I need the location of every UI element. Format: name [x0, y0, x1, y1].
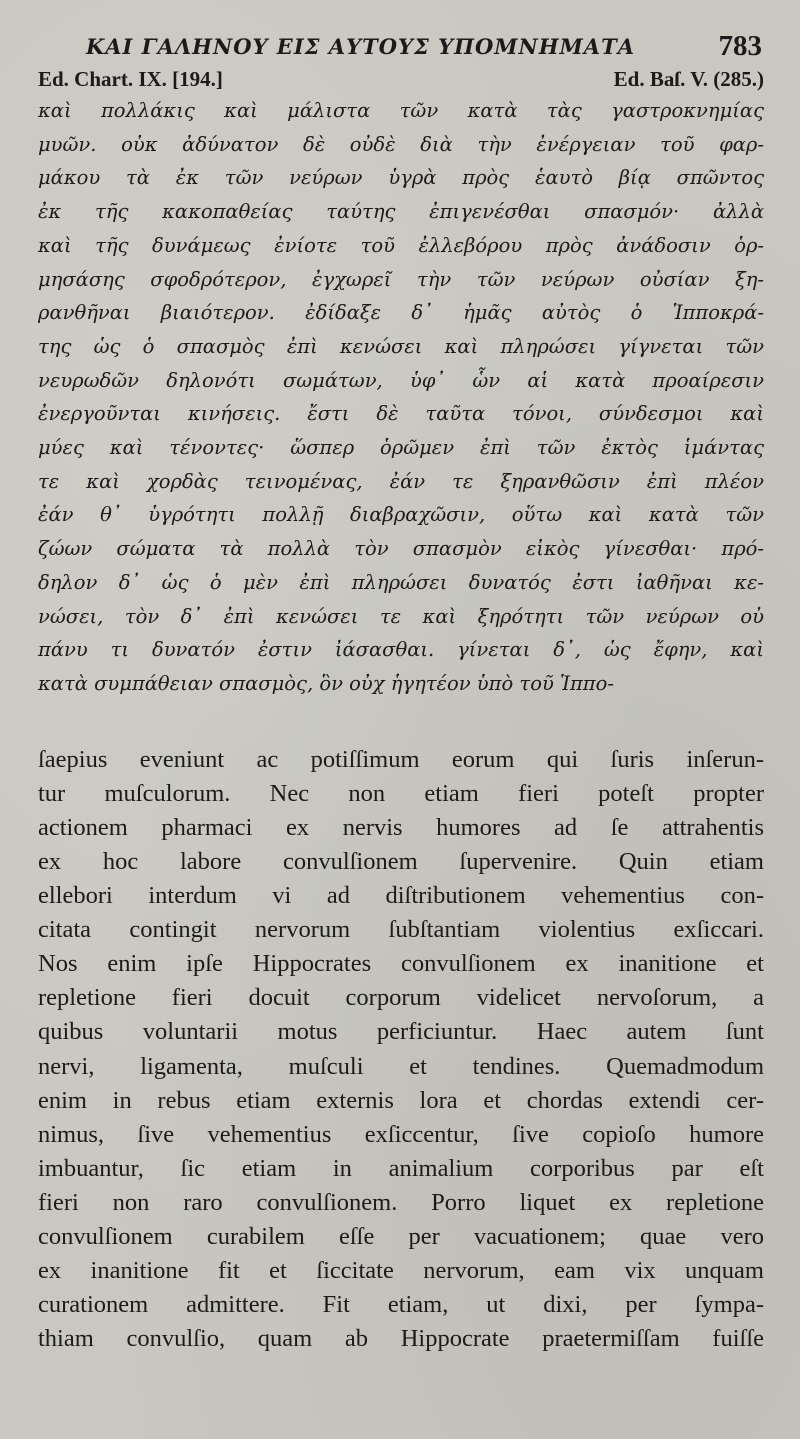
greek-text-line: της ὡς ὁ σπασμὸς ἐπὶ κενώσει καὶ πληρώσει γίγνεται τῶν: [38, 334, 764, 358]
latin-text-line: ex hoc labore convulſionem ſupervenire. Quin etiam: [38, 847, 764, 875]
latin-text-line: curationem admittere. Fit etiam, ut dixi, per ſympa-: [38, 1291, 764, 1319]
latin-text-line: repletione fieri docuit corporum videlicet nervoſorum, a: [38, 984, 764, 1012]
latin-text-line: nervi, ligamenta, muſculi et tendines. Quemadmodum: [38, 1052, 764, 1080]
edition-reference-line: [38, 66, 764, 92]
section-gap: [38, 701, 764, 743]
greek-text-line: μησάσης σφοδρότερον, ἐγχωρεῖ τὴν τῶν νεύρων οὐσίαν ξη-: [38, 267, 764, 291]
latin-text-line: Nos enim ipſe Hippocrates convulſionem ex inanitione et: [38, 950, 764, 978]
latin-text-line: ſaepius eveniunt ac potiſſimum eorum qui ſuris inſerun-: [38, 745, 764, 773]
latin-text-line: convulſionem curabilem eſſe per vacuationem; quae vero: [38, 1222, 764, 1250]
greek-text-line: πάνυ τι δυνατόν ἐστιν ἰάσασθαι. γίνεται δ᾽, ὡς ἔφην, καὶ: [38, 638, 764, 662]
latin-text-line: enim in rebus etiam externis lora et chordas extendi cer-: [38, 1086, 764, 1114]
latin-text-line: tur muſculorum. Nec non etiam fieri poteſt propter: [38, 779, 764, 807]
greek-text-block: [38, 94, 764, 701]
latin-text-line: citata contingit nervorum ſubſtantiam violentius exſiccari.: [38, 916, 764, 944]
greek-text-line: καὶ πολλάκις καὶ μάλιστα τῶν κατὰ τὰς γαστροκνημίας: [38, 99, 764, 122]
edition-chart-reference: Ed. Chart. IX. [194.]: [38, 67, 223, 91]
latin-text-line: thiam convulſio, quam ab Hippocrate praetermiſſam fuiſſe: [38, 1325, 764, 1353]
greek-text-line: κατὰ συμπάθειαν σπασμὸς, ὃν οὐχ ἡγητέον ὑπὸ τοῦ Ἱππο-: [38, 671, 614, 695]
greek-text-line: νευρωδῶν δηλονότι σωμάτων, ὑφ᾽ ὧν αἱ κατὰ προαίρεσιν: [38, 368, 764, 392]
latin-text-block: [38, 743, 764, 1357]
latin-text-line: quibus voluntarii motus perficiuntur. Haec autem ſunt: [38, 1018, 764, 1046]
greek-text-line: ρανθῆναι βιαιότερον. ἐδίδαξε δ᾽ ἡμᾶς αὐτὸς ὁ Ἱπποκρά-: [38, 301, 764, 325]
latin-text-line: ex inanitione fit et ſiccitate nervorum, eam vix unquam: [38, 1257, 764, 1285]
greek-text-line: ἐκ τῆς κακοπαθείας ταύτης ἐπιγενέσθαι σπασμόν· ἀλλὰ: [38, 200, 764, 224]
greek-text-line: τε καὶ χορδὰς τεινομένας, ἐάν τε ξηρανθῶσιν ἐπὶ πλέον: [38, 469, 764, 493]
greek-text-line: νώσει, τὸν δ᾽ ἐπὶ κενώσει τε καὶ ξηρότητι τῶν νεύρων οὐ: [38, 604, 764, 628]
latin-text-line: actionem pharmaci ex nervis humores ad ſe attrahentis: [38, 813, 764, 841]
greek-text-line: μάκου τὰ ἐκ τῶν νεύρων ὑγρὰ πρὸς ἑαυτὸ βίᾳ σπῶντος: [38, 166, 764, 190]
greek-text-line: μυῶν. οὐκ ἀδύνατον δὲ οὐδὲ διὰ τὴν ἐνέργειαν τοῦ φαρ-: [38, 132, 764, 156]
greek-text-line: ἐνεργοῦνται κινήσεις. ἔστι δὲ ταῦτα τόνοι, σύνδεσμοι καὶ: [38, 402, 764, 426]
edition-basel-reference: Ed. Baſ. V. (285.): [613, 67, 764, 91]
greek-text-line: δηλον δ᾽ ὡς ὁ μὲν ἐπὶ πληρώσει δυνατός ἐστι ἰαθῆναι κε-: [38, 570, 764, 594]
latin-text-line: nimus, ſive vehementius exſiccentur, ſive copioſo humore: [38, 1120, 764, 1148]
running-head: [38, 30, 764, 64]
latin-text-line: fieri non raro convulſionem. Porro liquet ex repletione: [38, 1188, 764, 1216]
latin-text-line: imbuantur, ſic etiam in animalium corporibus par eſt: [38, 1154, 764, 1182]
greek-text-line: ζώων σώματα τὰ πολλὰ τὸν σπασμὸν εἰκὸς γίνεσθαι· πρό-: [38, 537, 764, 561]
greek-text-line: ἐάν θ᾽ ὑγρότητι πολλῇ διαβραχῶσιν, οὕτω καὶ κατὰ τῶν: [38, 503, 764, 527]
running-title: ΚΑΙ ΓΑΛΗΝΟΥ ΕΙΣ ΑΥΤΟΥΣ ΥΠΟΜΝΗΜΑΤΑ: [86, 34, 636, 59]
latin-text-line: ellebori interdum vi ad diſtributionem vehementius con-: [38, 882, 764, 910]
page-number: 783: [718, 30, 762, 62]
greek-text-line: μύες καὶ τένοντες· ὥσπερ ὁρῶμεν ἐπὶ τῶν ἐκτὸς ἱμάντας: [38, 436, 764, 460]
greek-text-line: καὶ τῆς δυνάμεως ἐνίοτε τοῦ ἐλλεβόρου πρὸς ἀνάδοσιν ὁρ-: [38, 233, 764, 257]
